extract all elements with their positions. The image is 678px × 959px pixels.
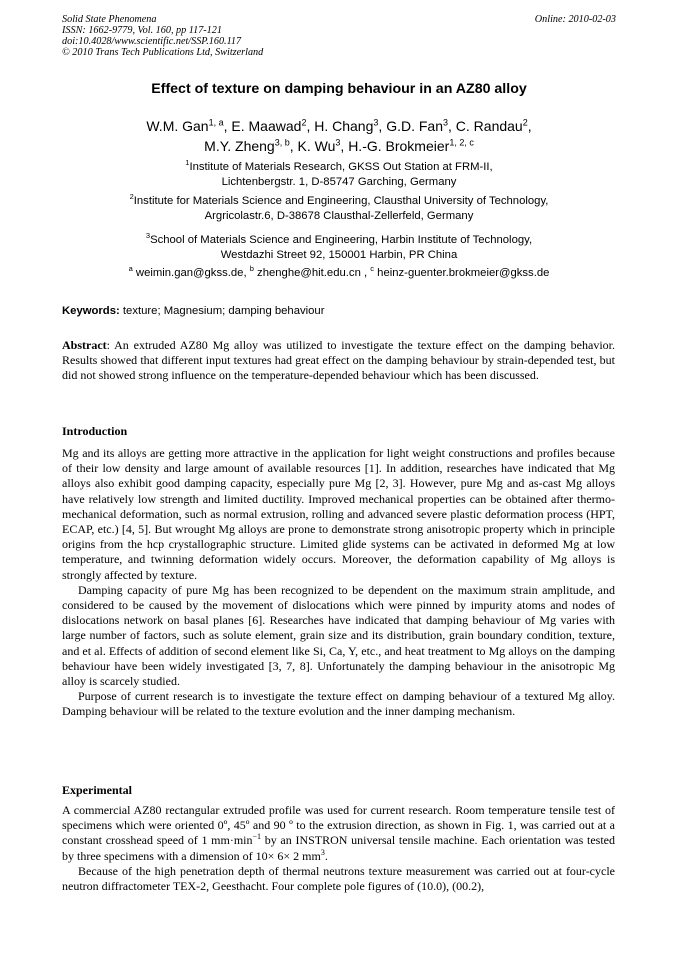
affiliation-line: Lichtenbergstr. 1, D-85747 Garching, Germany bbox=[221, 175, 457, 188]
journal-header bbox=[62, 14, 263, 58]
author-sup: 1, a bbox=[208, 117, 224, 128]
paper-title: Effect of texture on damping behaviour in an AZ80 alloy bbox=[151, 81, 527, 97]
email-list bbox=[0, 266, 678, 281]
author-name: E. Maawad bbox=[231, 118, 302, 134]
keywords bbox=[62, 304, 616, 318]
author-line-2: M.Y. Zheng$^{3, b}$, K. Wu$^3$, H.-G. Brokmeier$^{1, 2, c}$ bbox=[204, 137, 474, 154]
journal-name: Solid State Phenomena bbox=[62, 14, 157, 25]
email-sup: b bbox=[249, 264, 254, 274]
email-link[interactable]: weimin.gan@gkss.de, bbox=[135, 267, 247, 279]
email-sup: c bbox=[370, 264, 375, 274]
superscript: 3 bbox=[320, 847, 325, 857]
affiliation-1 bbox=[0, 160, 678, 189]
section-heading-experimental: Experimental bbox=[62, 783, 132, 797]
author-name: K. Wu bbox=[297, 138, 336, 154]
journal-doi: doi:10.4028/www.scientific.net/SSP.160.117 bbox=[62, 36, 242, 47]
affiliation-num: 1 bbox=[185, 158, 190, 168]
author-list bbox=[0, 116, 678, 156]
journal-copyright: © 2010 Trans Tech Publications Ltd, Switzerland bbox=[62, 47, 264, 58]
author-name: H.-G. Brokmeier bbox=[348, 138, 450, 154]
paragraph: Mg and its alloys are getting more attractive in the application for light weight constructions and profiles because of their low density and large amount of available resources [1]. In addition, researches have indicated that Mg alloys also exhibit good damping capacity, especially pure Mg [2, 3]. However, pure Mg and as-cast Mg alloys have relatively low strength and limited ductility. Improved mechanical properties can be obtained after thermo-mechanical deformation, such as normal extrusion, rolling and advanced severe plastic deformation process (HPT, ECAP, etc.) [4, 5]. But wrought Mg alloys are prone to demonstrate strong anisotropic property which in principle origins from the hcp crystallographic structure. Limited glide systems can be activated in deformed Mg at low temperature, and twinning deformation widely occurs. Moreover, the deformation capability of Mg alloys is strongly affected by texture. bbox=[62, 446, 615, 582]
author-sup: 2 bbox=[301, 117, 307, 128]
paragraph: Purpose of current research is to investigate the texture effect on damping behaviour of a textured Mg alloy. Damping behaviour will be related to the texture evolution and the inner damping mechanism. bbox=[62, 689, 615, 719]
paragraph bbox=[62, 803, 615, 864]
author-sup: 3 bbox=[442, 117, 448, 128]
affiliation-line: Institute of Materials Research, GKSS Out Station at FRM-II, bbox=[189, 161, 493, 173]
email-link[interactable]: zhenghe@hit.edu.cn , bbox=[257, 267, 368, 279]
author-sup: 2 bbox=[522, 117, 528, 128]
keywords-label: Keywords: bbox=[62, 305, 120, 317]
paragraph: Damping capacity of pure Mg has been recognized to be dependent on the maximum strain amplitude, and considered to be caused by the movement of dislocations which were pinned by impurity atoms and nodes of dislocations network on basal planes [6]. Researches have indicated that damping behaviour of Mg varies with large number of factors, such as solute element, grain size and its distribution, grain boundary condition, texture, and et al. Effects of addition of second element like Si, Ca, Y, etc., and heat treatment to Mg alloys on the damping behaviour have been widely investigated [3, 7, 8]. Unfortunately the damping behaviour in the anisotropic Mg alloy is scarcely studied. bbox=[62, 582, 615, 689]
affiliation-2 bbox=[0, 194, 678, 223]
author-sup: 1, 2, c bbox=[449, 137, 474, 148]
paragraph: Because of the high penetration depth of thermal neutrons texture measurement was carried out at four-cycle neutron diffractometer TEX-2, Geesthacht. Four complete pole figures of (10.0), (00.2), bbox=[62, 863, 615, 894]
affiliation-3 bbox=[0, 233, 678, 262]
online-date: Online: 2010-02-03 bbox=[534, 14, 616, 25]
author-line-1: W.M. Gan$^{1, a}$, E. Maawad$^2$, H. Chang$^3$, G.D. Fan$^3$, C. Randau$^2$, bbox=[146, 117, 532, 134]
affiliation-line: Westdazhi Street 92, 150001 Harbin, PR China bbox=[220, 248, 458, 261]
section-heading-introduction: Introduction bbox=[62, 424, 128, 438]
paragraph-text: by an INSTRON universal tensile machine. Each orientation was tested by three specimens with a dimension of 10× 6× 2 mm bbox=[62, 833, 615, 863]
affiliation-num: 2 bbox=[129, 192, 134, 202]
affiliation-line: School of Materials Science and Engineering, Harbin Institute of Technology, bbox=[150, 234, 533, 246]
author-sup: 3 bbox=[335, 137, 341, 148]
paragraph-text: . bbox=[324, 848, 328, 863]
author-name: M.Y. Zheng bbox=[204, 138, 275, 154]
affiliation-line: Argricolastr.6, D-38678 Clausthal-Zellerfeld, Germany bbox=[204, 209, 474, 222]
experimental-body bbox=[62, 803, 615, 894]
abstract-label: Abstract bbox=[62, 338, 107, 352]
email-link[interactable]: heinz-guenter.brokmeier@gkss.de bbox=[377, 267, 550, 279]
affiliation-num: 3 bbox=[145, 231, 151, 241]
author-name: W.M. Gan bbox=[146, 118, 209, 134]
journal-issn: ISSN: 1662-9779, Vol. 160, pp 117-121 bbox=[62, 25, 222, 36]
author-sup: 3, b bbox=[274, 137, 290, 148]
author-name: C. Randau bbox=[455, 118, 523, 134]
abstract bbox=[62, 338, 615, 384]
paragraph-text: A commercial AZ80 rectangular extruded profile was used for current research. Room temperature tensile test of specimens which were oriented 0º, 45º and 90 º to the extrusion direction, as shown in Fig. 1, was carried out at a constant crosshead speed of 1 mm·min bbox=[62, 803, 615, 848]
author-name: G.D. Fan bbox=[386, 118, 443, 134]
superscript: −1 bbox=[252, 832, 262, 842]
abstract-text: : An extruded AZ80 Mg alloy was utilized to investigate the texture effect on the damping behavior. Results showed that different input textures had great effect on the damping behaviour by strain-depended test, but did not showed strong influence on the temperature-depended behaviour which has been discussed. bbox=[62, 338, 615, 383]
affiliation-line: Institute for Materials Science and Engineering, Clausthal University of Technology, bbox=[133, 195, 549, 207]
keywords-text: texture; Magnesium; damping behaviour bbox=[122, 305, 325, 317]
author-sup: 3 bbox=[373, 117, 379, 128]
email-sup: a bbox=[128, 264, 133, 274]
introduction-body bbox=[62, 446, 615, 720]
author-name: H. Chang bbox=[314, 118, 374, 134]
